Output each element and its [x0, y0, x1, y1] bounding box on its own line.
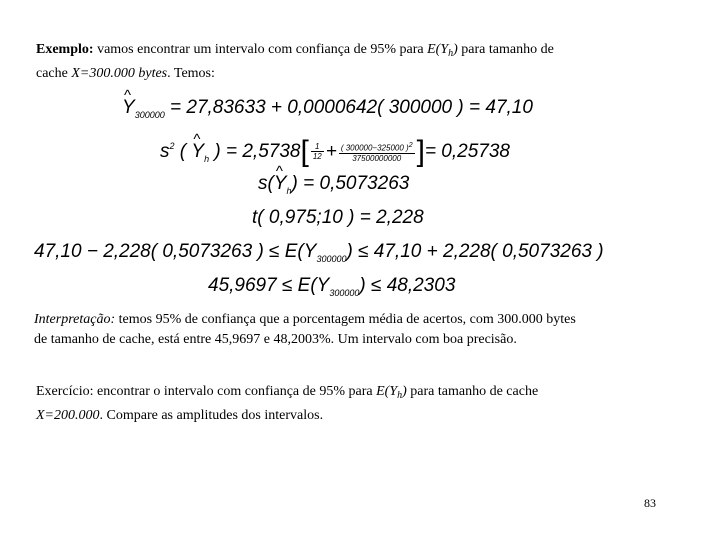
exercise-x-value: X=200.000	[36, 408, 100, 423]
interpretation-paragraph: Interpretação: temos 95% de confiança que a porcentagem média de acertos, com 300.000 bytes de tamanho de cache, está entre 45,9697 e 48,2003%. Um intervalo com boa precisão.	[34, 312, 576, 347]
x-value: X=300.000 bytes	[71, 66, 168, 81]
equation-variance: $s^2$ ( ^ $Y_h$ ) = 2,5738[ $\frac{1}{12}$ + $\frac{( 300000-325000 )^2}{37500000000}$ ]= 0,25738	[160, 134, 510, 171]
equation-interval: 47,10 − 2,228( 0,5073263 ) ≤ $E(Y_{300000}) \le 47,10 + 2,228$( 0,5073263 )	[34, 241, 604, 264]
equation-interval-result: $45,9697 \le E(Y_{300000}) \le 48,2303$	[208, 275, 456, 298]
equation-t-value: t( 0,975;10 ) = 2,228	[252, 207, 424, 228]
exercise-paragraph: Exercício: encontrar o intervalo com confiança de 95% para $E(Y_h)$ para tamanho de cache X=200.000. Compare as amplitudes dos intervalos.	[36, 384, 539, 423]
page-number: 83	[644, 496, 656, 510]
equation-predicted-y: ^ $Y_{300000} = 27,83633 + 0,0000642$( 300000 ) = 47,10	[122, 96, 533, 127]
equation-std-error: s(^ $Y_h) = 0,5073263$	[258, 172, 409, 203]
example-paragraph: Exemplo: vamos encontrar um intervalo com confiança de 95% para $E(Y_h)$ para tamanho de cache X=300.000 bytes. Temos:	[36, 42, 554, 81]
interpretation-label: Interpretação:	[34, 312, 116, 327]
example-label: Exemplo:	[36, 42, 94, 57]
